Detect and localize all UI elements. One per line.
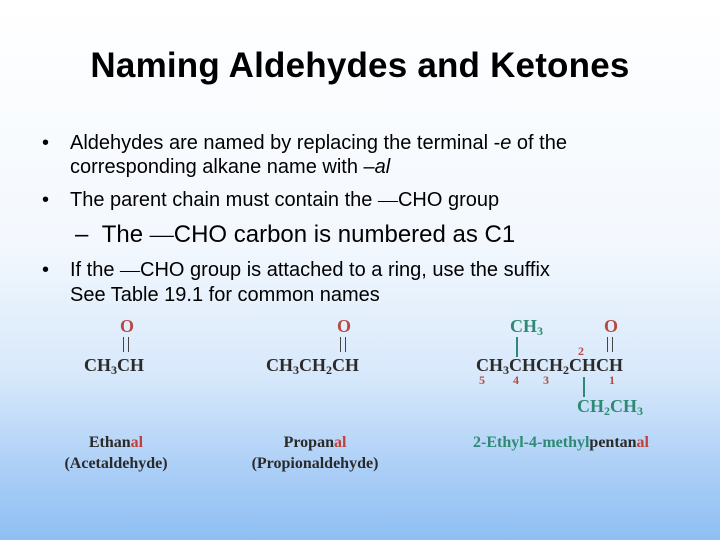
sub-bullet-text: The xyxy=(101,221,150,248)
oxygen-atom: O xyxy=(120,316,135,336)
common-name: (Acetaldehyde) xyxy=(64,455,168,472)
ethyl-group: $CH_2CH_3$ xyxy=(577,396,643,418)
formula: $CH_3CH$ xyxy=(84,355,144,377)
carbon-number: 3 xyxy=(543,373,549,387)
carbon-number: 5 xyxy=(479,373,485,387)
bullet-text: corresponding alkane name with – xyxy=(70,156,375,178)
double-bond xyxy=(340,337,346,352)
bullet-marker: • xyxy=(42,132,50,154)
iupac-name: Propanal xyxy=(283,434,347,451)
bullet-text: CHO group is attached to a ring, use the suffix xyxy=(140,259,550,281)
bullet-text-italic: e xyxy=(500,132,512,154)
bullet-text: of the xyxy=(511,132,567,154)
bond-dash: — xyxy=(149,222,174,248)
double-bond xyxy=(123,337,129,352)
bullet-text: The parent chain must contain the xyxy=(70,189,378,211)
sub-bullet-text: CHO carbon is numbered as C1 xyxy=(173,221,516,248)
sub-bullet xyxy=(75,221,515,249)
main-chain: $CH_3CHCH_2CHCH$ xyxy=(476,355,623,377)
carbon-number: 2 xyxy=(578,344,584,358)
carbon-number: 4 xyxy=(513,373,519,387)
sub-bullet-marker: – xyxy=(75,221,89,248)
formula: $CH_3CH_2CH$ xyxy=(266,355,359,377)
bullet-text: If the xyxy=(70,259,121,281)
slide-title: Naming Aldehydes and Ketones xyxy=(90,46,630,85)
bullet-marker: • xyxy=(42,259,50,281)
double-bond xyxy=(607,337,613,352)
oxygen-atom: O xyxy=(337,316,352,336)
bullet-marker: • xyxy=(42,189,50,211)
bullet-text-italic: al xyxy=(374,156,391,178)
oxygen-atom: O xyxy=(604,316,619,336)
bullet-text: CHO group xyxy=(397,189,500,211)
bullet-text: See Table 19.1 for common names xyxy=(70,284,380,306)
iupac-name: Ethanal xyxy=(88,434,144,451)
bond-dash: — xyxy=(377,189,398,211)
iupac-name: 2-Ethyl-4-methylpentanal xyxy=(472,434,649,451)
common-name: (Propionaldehyde) xyxy=(251,455,379,472)
single-bond xyxy=(583,377,585,397)
bond-dash: — xyxy=(120,259,141,281)
bullet-text: Aldehydes are named by replacing the terminal - xyxy=(70,132,501,154)
carbon-number: 1 xyxy=(609,373,615,387)
single-bond xyxy=(516,337,518,357)
methyl-group: $CH_3$ xyxy=(510,316,543,338)
